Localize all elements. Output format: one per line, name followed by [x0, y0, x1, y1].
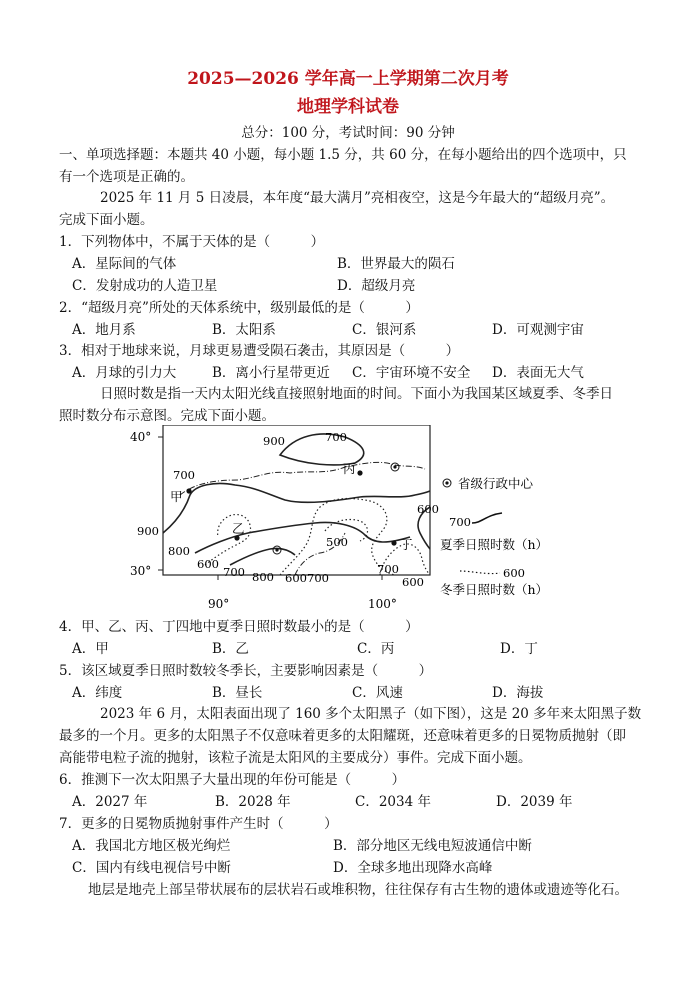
exam-title: 2025—2026 学年高一上学期第二次月考 [187, 69, 509, 89]
legend-winter-line [460, 571, 500, 574]
contour-label-700-north: 700 [325, 430, 347, 444]
contour-label-700-south: 700 [223, 565, 245, 579]
q1-stem: 1．下列物体中，不属于天体的是（ ） [59, 234, 325, 250]
q4-stem: 4．甲、乙、丙、丁四地中夏季日照时数最小的是（ ） [59, 619, 419, 635]
contour-label-500: 500 [326, 535, 348, 549]
q1-option-a: A．星际间的气体 [72, 256, 177, 272]
q2-stem: 2．“超级月亮”所处的天体系统中，级别最低的是（ ） [59, 300, 419, 316]
passage2-line2: 照时数分布示意图。完成下面小题。 [59, 408, 275, 424]
q6-stem: 6．推测下一次太阳黑子大量出现的年份可能是（ ） [59, 772, 406, 788]
contour-label-600-south: 600 [285, 571, 307, 585]
point-bing [357, 470, 362, 475]
q5-stem: 5．该区域夏季日照时数较冬季长，主要影响因素是（ ） [59, 663, 433, 679]
contour-label-600-southeast: 600 [402, 575, 424, 589]
q3-option-c: C．宇宙环境不安全 [352, 365, 471, 381]
lon-90-label: 90° [208, 597, 230, 611]
legend-capital-symbol [443, 479, 451, 487]
contour-label-900-north: 900 [263, 434, 285, 448]
passage3-line3: 高能带电粒子流的抛射，该粒子流是太阳风的主要成分）事件。完成下面小题。 [59, 750, 532, 766]
q5-option-a: A．纬度 [72, 685, 123, 701]
passage1-line1: 2025 年 11 月 5 日凌晨，本年度“最大满月”亮相夜空，这是今年最大的“超级月亮”。 [100, 190, 615, 206]
q4-option-b: B．乙 [212, 641, 249, 657]
provincial-boundary [180, 462, 425, 495]
capital-symbol-south [273, 546, 281, 554]
q1-option-c: C．发射成功的人造卫星 [72, 278, 218, 294]
contour-label-800-south: 800 [252, 570, 274, 584]
label-jia: 甲 [170, 489, 183, 504]
legend-winter-value: 600 [503, 566, 525, 580]
legend-winter-label: 冬季日照时数（h） [440, 582, 549, 597]
q2-option-a: A．地月系 [72, 322, 136, 338]
contour-label-700-south2: 700 [307, 571, 329, 585]
legend-summer-label: 夏季日照时数（h） [440, 537, 549, 552]
q6-option-a: A．2027 年 [72, 794, 148, 810]
q2-option-d: D．可观测宇宙 [492, 322, 584, 338]
label-ding: 丁 [400, 537, 413, 552]
q6-option-b: B．2028 年 [215, 794, 291, 810]
passage4-line1: 地层是地壳上部呈带状展布的层状岩石或堆积物，往往保存有古生物的遗体或遗迹等化石。 [88, 882, 628, 898]
map-frame [163, 425, 430, 575]
sunshine-hours-map [120, 425, 570, 615]
contour-label-700-east: 700 [377, 562, 399, 576]
q3-option-a: A．月球的引力大 [72, 365, 177, 381]
q2-option-c: C．银河系 [352, 322, 417, 338]
q7-option-d: D．全球多地出现降水高峰 [333, 860, 493, 876]
point-yi [234, 535, 239, 540]
q4-option-d: D．丁 [500, 641, 538, 657]
q1-option-b: B．世界最大的陨石 [337, 256, 455, 272]
passage3-line2: 最多的一个月。更多的太阳黑子不仅意味着更多的太阳耀斑，还意味着更多的日冕物质抛射（即 [59, 728, 626, 744]
lat-40-label: 40° [130, 430, 152, 444]
q4-option-a: A．甲 [72, 641, 109, 657]
q1-option-d: D．超级月亮 [337, 278, 416, 294]
exam-info: 总分：100 分，考试时间：90 分钟 [241, 125, 455, 141]
q4-option-c: C．丙 [357, 641, 395, 657]
section-instruction-line1: 一、单项选择题：本题共 40 小题，每小题 1.5 分，共 60 分，在每小题给出的四个选项中，只 [59, 147, 627, 163]
q3-stem: 3．相对于地球来说，月球更易遭受陨石袭击，其原因是（ ） [59, 343, 460, 359]
passage2-line1: 日照时数是指一天内太阳光线直接照射地面的时间。下面小为我国某区域夏季、冬季日 [100, 386, 613, 402]
point-ding [391, 540, 396, 545]
lat-30-label: 30° [130, 564, 152, 578]
q5-option-b: B．昼长 [212, 685, 263, 701]
point-jia [186, 488, 191, 493]
contour-label-800-west: 800 [168, 544, 190, 558]
contour-label-900-west: 900 [137, 524, 159, 538]
q6-option-d: D．2039 年 [496, 794, 573, 810]
contour-label-700-west: 700 [173, 468, 195, 482]
lon-100-label: 100° [368, 597, 397, 611]
legend-summer-value: 700 [449, 515, 471, 529]
section-instruction-line2: 有一个选项是正确的。 [59, 169, 194, 185]
q7-stem: 7．更多的日冕物质抛射事件产生时（ ） [59, 816, 338, 832]
q7-option-a: A．我国北方地区极光绚烂 [72, 838, 231, 854]
contour-label-600-west: 600 [197, 557, 219, 571]
q3-option-d: D．表面无大气 [492, 365, 584, 381]
q5-option-d: D．海拔 [492, 685, 544, 701]
q6-option-c: C．2034 年 [355, 794, 431, 810]
contour-label-600-east: 600 [417, 502, 439, 516]
summer-isoline-700-south [230, 548, 295, 565]
passage3-line1: 2023 年 6 月，太阳表面出现了 160 多个太阳黑子（如下图），这是 20 多年来太阳黑子数 [100, 706, 642, 722]
legend-summer-line [472, 513, 502, 523]
capital-symbol-north [391, 463, 399, 471]
q3-option-b: B．离小行星带更近 [212, 365, 330, 381]
legend-capital-label: 省级行政中心 [458, 476, 534, 491]
passage1-line2: 完成下面小题。 [59, 212, 154, 228]
label-yi: 乙 [232, 521, 245, 536]
summer-isoline-800 [195, 523, 410, 554]
exam-subtitle: 地理学科试卷 [297, 97, 399, 117]
label-bing: 丙 [343, 461, 356, 476]
q7-option-b: B．部分地区无线电短波通信中断 [333, 838, 532, 854]
q5-option-c: C．风速 [352, 685, 403, 701]
q7-option-c: C．国内有线电视信号中断 [72, 860, 231, 876]
q2-option-b: B．太阳系 [212, 322, 276, 338]
